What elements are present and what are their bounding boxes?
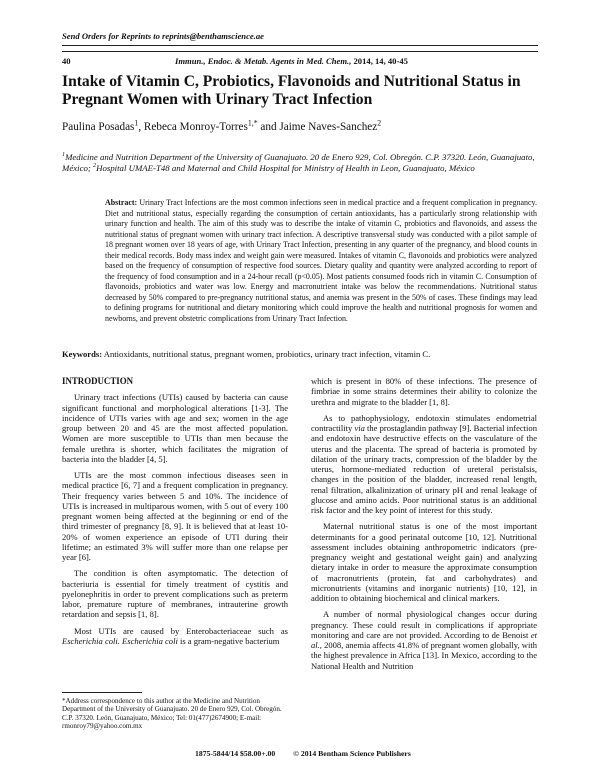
keywords-text: Antioxidants, nutritional status, pregnant women, probiotics, urinary tract infection, vitamin C. [102,349,431,359]
right-column [311,376,537,677]
right-paragraph-2: Maternal nutritional status is one of the most important determinants for a good perinatal outcome [10, 12]. Nutritional assessment includes obtaining anthropometric indicators (pre-pregnancy weight and gestational weight gain) and analyzing dietary intake in order to measure the approximate consumption of macronutrients (protein, fat and carbohydrates) and micronutrients (vitamins and inorganic nutrients) [10, 12], in addition to obtaining biochemical and clinical markers. [311,521,537,603]
header-rule-bottom [62,51,538,52]
right-p1-text-a: As to pathophysiology, endotoxin stimulates endometrial contractility [311,412,537,433]
intro-paragraph-1: Urinary tract infections (UTIs) caused by bacteria can cause significant functional and morphological alterations [1-3]. The incidence of UTIs varies with age and sex; women in the age group between 20 and 45 are the most affected population. Women are more susceptible to UTIs than men because the female urethra is shorter, which facilitates the migration of bacteria into the bladder [4, 5]. [62,392,288,464]
section-heading-introduction: INTRODUCTION [62,376,134,386]
affil-1: Medicine and Nutrition Department of the University of Guanajuato. 20 de Enero 929, Col. Obregón. C.P. 37320. León, Guanajuato, México; [62,152,535,174]
right-paragraph-1 [311,413,537,516]
author-list [62,118,382,133]
intro-paragraph-3: The condition is often asymptomatic. The detection of bacteriuria is essential for timely treatment of cystitis and pyelonephritis in order to prevent complications such as preterm labor, premature rupture of membranes, intrauterine growth retardation and sepsis [1, 8]. [62,568,288,620]
footnote-rule [62,692,142,693]
abstract [105,198,537,325]
page-footer [195,749,429,758]
intro-p4-text-a: Most UTIs are caused by Enterobacteriaceae such as [74,625,288,636]
affiliations [62,152,538,174]
keywords [62,349,538,359]
correspondence-footnote: *Address correspondence to this author at the Medicine and Nutrition Department of the University of Guanajuato. 20 de Enero 929, Col. Obregón. C.P. 37320. León, Guanajuato, México; Tel: 01(477)2674900; E-mail: rmonroy79@yahoo.com.mx [62,697,282,731]
right-p3-italic: et al. [311,629,537,650]
journal-name: Immun., Endoc. & Metab. Agents in Med. Chem., [175,56,352,66]
right-p3-text-b: , 2008, anemia affects 41.8% of pregnant women globally, with the highest prevalence in Africa [13]. In Mexico, according to the National Health and Nutrition [311,640,537,671]
right-p3-text-a: A number of normal physiological changes occur during pregnancy. These could result in complications if appropriate monitoring and care are not provided. According to de Benoist [311,609,537,640]
page-number: 40 [62,56,71,66]
left-column [62,376,288,652]
intro-p4-text-b: is a gram-negative bacterium [177,635,280,646]
intro-p4-species: Escherichia coli. Escherichia coli [62,635,178,646]
right-paragraph-3 [311,609,537,671]
intro-paragraph-2: UTIs are the most common infectious diseases seen in medical practice [6, 7] and a frequent complication in pregnancy. Their frequency varies between 5 and 10%. The incidence of UTIs is increased in multiparous women, with 5 out of every 100 pregnant women being affected at the beginning or end of the third trimester of pregnancy [8, 9]. It is believed that at least 10-20% of women experience an episode of UTI during their lifetime; an estimated 3% will suffer more than one relapse per year [6]. [62,470,288,562]
journal-volume: 2014, 14, 40-45 [351,56,408,66]
abstract-text: Urinary Tract Infections are the most common infections seen in medical practice and a frequent complication in pregnancy. Diet and nutritional status, especially regarding the consumption of certain antioxidants, has a particularly strong relationship with urinary function and health. The aim of this study was to describe the intake of vitamin C, probiotics and flavonoids, and assess the nutritional status of pregnant women with urinary tract infection. A descriptive transversal study was conducted with a pilot sample of 18 pregnant women over 18 years of age, with Urinary Tract Infection, presenting in any quarter of the pregnancy, and blood counts in their medical records. Body mass index and weight gain were measured. Intakes of vitamin C, flavonoids and probiotics were analyzed based on the frequency of consumption of respective food sources. Dietary quality and quantity were analyzed according to report of the frequency of food consumption and in a 24-hour recall (p<0.05). Most patients consumed foods rich in vitamin C. Consumption of flavonoids, probiotics and water was low. Energy and macronutrient intake was below the recommendations. Nutritional status decreased by 50% compared to pre-pregnancy nutritional status, and anemia was present in the 50% of cases. These findings may lead to defining programs for nutritional and dietary monitoring which could improve the health and nutritional prognosis for women and newborns, and prevent obstetric complications from Urinary Tract Infection. [105,198,537,324]
affil-2: Hospital UMAE-T48 and Maternal and Child Hospital for Ministry of Health in Leon, Guanajuato, México [96,163,475,174]
author-2: , Rebeca Monroy-Torres [138,121,248,133]
keywords-label: Keywords: [62,349,103,359]
copyright: © 2014 Bentham Science Publishers [293,749,411,758]
right-paragraph-0: which is present in 80% of these infections. The presence of fimbriae in some strains determines their ability to colonize the urethra and migrate to the bladder [1, 8]. [311,376,537,407]
author-1: Paulina Posadas [62,121,135,133]
author-1-sup: 1 [134,118,139,128]
author-2-sup: 1,* [247,118,258,128]
journal-citation [175,56,408,66]
right-p1-italic: via [354,423,365,433]
author-3-sup: 2 [377,118,382,128]
issn: 1875-5844/14 $58.00+.00 [195,749,276,758]
author-3: and Jaime Naves-Sanchez [257,121,378,133]
affil-sup-2: 2 [93,163,97,170]
article-title: Intake of Vitamin C, Probiotics, Flavonoids and Nutritional Status in Pregnant Women with Urinary Tract Infection [62,73,521,108]
header-rule-top [62,45,538,46]
intro-paragraph-4 [62,626,288,647]
abstract-label: Abstract: [105,198,138,207]
affil-sup-1: 1 [62,152,66,159]
right-p1-text-b: the prostaglandin pathway [9]. Bacterial infection and endotoxin have destructive effects on the vasculature of the uterus and the placenta. The spread of bacteria is promoted by dilation of the urinary tracts, compression of the bladder by the uterus, hormone-mediated reduction of ureteral peristalsis, changes in the position of the bladder, increased renal length, renal filtration, alkalinization of urinary pH and renal leakage of glucose and amino acids. Poor nutritional status is an additional risk factor and the key point of interest for this study. [311,423,537,515]
reprints-notice: Send Orders for Reprints to reprints@benthamscience.ae [62,31,264,41]
